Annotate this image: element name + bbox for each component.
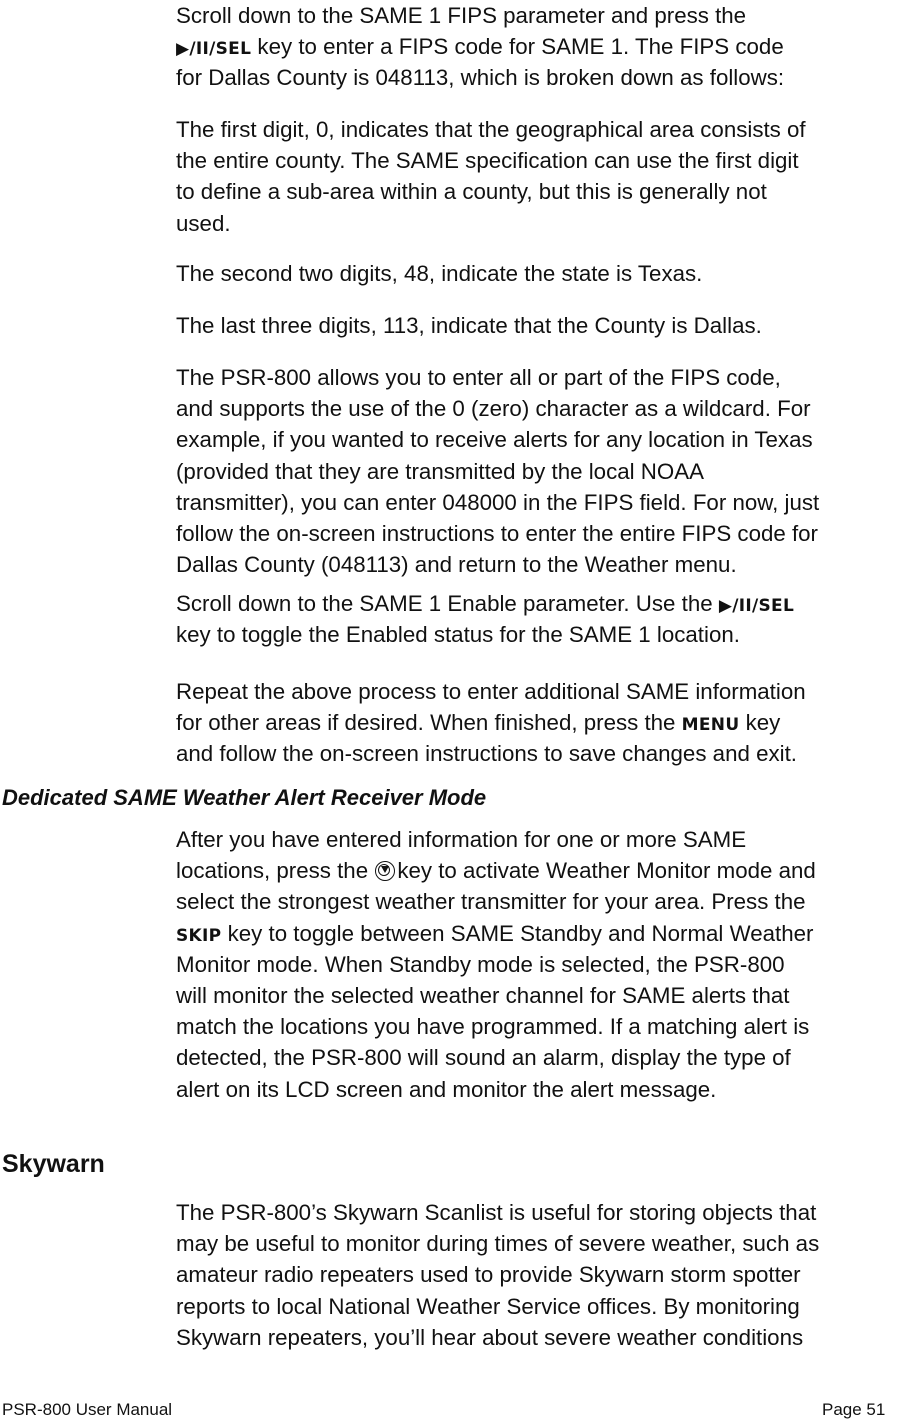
paragraph-first-digit bbox=[176, 114, 806, 239]
text-line bbox=[176, 310, 762, 341]
text-line bbox=[176, 824, 816, 855]
text-run: The PSR-800’s Skywarn Scanlist is useful for storing objects that bbox=[176, 1200, 817, 1225]
text-run: Repeat the above process to enter additional SAME information bbox=[176, 679, 806, 704]
text-run: Scroll down to the SAME 1 Enable parameter. Use the bbox=[176, 591, 719, 616]
text-run: for Dallas County is 048113, which is broken down as follows: bbox=[176, 65, 785, 91]
text-line bbox=[176, 619, 794, 650]
text-line bbox=[176, 1197, 819, 1228]
text-line bbox=[176, 1259, 819, 1290]
key-label: SKIP bbox=[176, 925, 222, 946]
paragraph-fips-intro bbox=[176, 0, 784, 94]
text-line bbox=[176, 1228, 819, 1259]
text-run: select the strongest weather transmitter for your area. Press the bbox=[176, 889, 806, 915]
text-line bbox=[176, 62, 784, 93]
text-line bbox=[176, 1011, 816, 1042]
text-line bbox=[176, 949, 816, 980]
text-line bbox=[176, 738, 806, 769]
paragraph-skywarn bbox=[176, 1197, 819, 1353]
text-run: locations, press the bbox=[176, 858, 375, 884]
text-line bbox=[176, 1322, 819, 1353]
text-line bbox=[176, 424, 819, 455]
text-run: amateur radio repeaters used to provide Skywarn storm spotter bbox=[176, 1262, 801, 1288]
key-label: ▶/II/SEL bbox=[718, 596, 795, 616]
text-run: match the locations you have programmed. If a matching alert is bbox=[176, 1014, 810, 1040]
key-label: MENU bbox=[681, 715, 740, 736]
text-line bbox=[176, 980, 816, 1011]
paragraph-wildcard bbox=[176, 362, 819, 580]
footer-page-number: Page 51 bbox=[822, 1400, 886, 1419]
text-run: may be useful to monitor during times of severe weather, such as bbox=[176, 1231, 820, 1257]
paragraph-dedicated-mode bbox=[176, 824, 816, 1105]
text-line bbox=[176, 487, 819, 518]
text-run: used. bbox=[176, 210, 231, 236]
text-line bbox=[176, 1042, 816, 1073]
text-line bbox=[176, 1074, 816, 1105]
text-run: and supports the use of the 0 (zero) character as a wildcard. For bbox=[176, 396, 811, 422]
text-line bbox=[176, 588, 794, 619]
text-run: detected, the PSR-800 will sound an alarm, display the type of bbox=[176, 1045, 791, 1071]
text-run: reports to local National Weather Service offices. By monitoring bbox=[176, 1293, 800, 1319]
text-run: Monitor mode. When Standby mode is selected, the PSR-800 bbox=[176, 951, 785, 977]
text-run: for other areas if desired. When finished, press the bbox=[176, 710, 682, 736]
text-line bbox=[176, 31, 784, 62]
text-line bbox=[176, 707, 806, 738]
footer-manual-title: PSR-800 User Manual bbox=[2, 1400, 173, 1419]
text-run: After you have entered information for one or more SAME bbox=[176, 827, 747, 852]
text-line bbox=[176, 176, 806, 207]
heading-skywarn: Skywarn bbox=[2, 1150, 105, 1178]
text-run: Dallas County (048113) and return to the Weather menu. bbox=[176, 552, 737, 578]
paragraph-county-digits bbox=[176, 310, 762, 341]
text-line bbox=[176, 258, 702, 289]
weather-key-icon bbox=[375, 861, 395, 881]
text-run: key to toggle between SAME Standby and Normal Weather bbox=[221, 920, 814, 946]
text-run: follow the on-screen instructions to enter the entire FIPS code for bbox=[176, 520, 818, 546]
text-line bbox=[176, 886, 816, 917]
text-run: Skywarn repeaters, you’ll hear about severe weather conditions bbox=[176, 1324, 804, 1350]
text-run: The PSR-800 allows you to enter all or part of the FIPS code, bbox=[176, 365, 781, 390]
text-run: the entire county. The SAME specification can use the first digit bbox=[176, 148, 799, 174]
text-line bbox=[176, 114, 806, 145]
paragraph-state-digits bbox=[176, 258, 702, 289]
text-line bbox=[176, 393, 819, 424]
text-run: to define a sub-area within a county, but this is generally not bbox=[176, 179, 767, 205]
text-run: The second two digits, 48, indicate the state is Texas. bbox=[176, 261, 703, 286]
text-line bbox=[176, 145, 806, 176]
text-line bbox=[176, 855, 816, 886]
text-line bbox=[176, 208, 806, 239]
text-line bbox=[176, 918, 816, 949]
text-run: Scroll down to the SAME 1 FIPS parameter and press the bbox=[176, 3, 747, 28]
text-run: key bbox=[739, 710, 781, 736]
text-line bbox=[176, 1291, 819, 1322]
text-run: key to activate Weather Monitor mode and bbox=[397, 858, 816, 884]
text-run: key to enter a FIPS code for SAME 1. The FIPS code bbox=[251, 34, 784, 60]
text-run: The first digit, 0, indicates that the geographical area consists of bbox=[176, 117, 806, 142]
text-line bbox=[176, 518, 819, 549]
text-run: transmitter), you can enter 048000 in the FIPS field. For now, just bbox=[176, 489, 820, 515]
paragraph-repeat bbox=[176, 676, 806, 770]
heading-dedicated-mode: Dedicated SAME Weather Alert Receiver Mode bbox=[2, 785, 487, 810]
text-run: The last three digits, 113, indicate that the County is Dallas. bbox=[176, 313, 762, 338]
text-line bbox=[176, 362, 819, 393]
text-run: example, if you wanted to receive alerts for any location in Texas bbox=[176, 427, 813, 453]
text-run: (provided that they are transmitted by the local NOAA bbox=[176, 458, 704, 484]
text-line bbox=[176, 0, 784, 31]
text-run: and follow the on-screen instructions to save changes and exit. bbox=[176, 741, 797, 767]
text-line bbox=[176, 549, 819, 580]
paragraph-enable bbox=[176, 588, 794, 650]
text-run: key to toggle the Enabled status for the SAME 1 location. bbox=[176, 622, 740, 648]
key-label: ▶/II/SEL bbox=[176, 39, 252, 60]
text-run: alert on its LCD screen and monitor the alert message. bbox=[176, 1076, 717, 1102]
text-line bbox=[176, 456, 819, 487]
text-line bbox=[176, 676, 806, 707]
text-run: will monitor the selected weather channel for SAME alerts that bbox=[176, 982, 790, 1008]
